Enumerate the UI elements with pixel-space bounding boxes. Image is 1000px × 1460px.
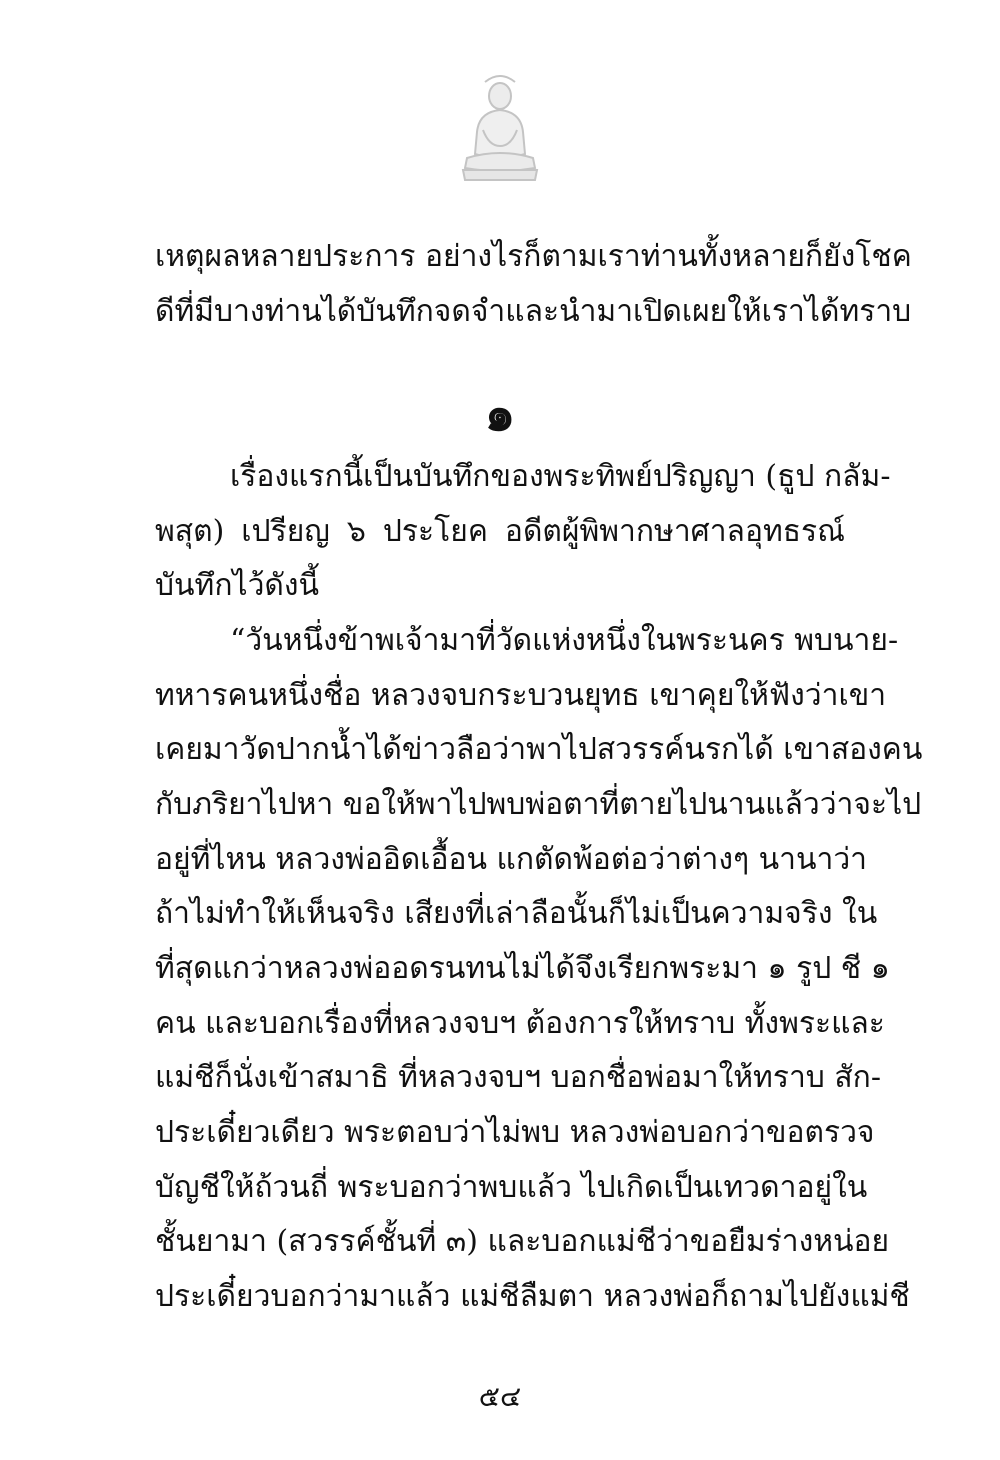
paragraph-line: ประเดี๋ยวเดียว พระตอบว่าไม่พบ หลวงพ่อบอกว่าขอตรวจ xyxy=(155,1115,875,1150)
seated-monk-emblem-icon xyxy=(455,72,545,184)
paragraph-line: ที่สุดแกว่าหลวงพ่ออดรนทนไม่ได้จึงเรียกพระมา ๑ รูป ชี ๑ xyxy=(155,951,890,986)
paragraph-line: ประเดี๋ยวบอกว่ามาแล้ว แม่ชีลืมตา หลวงพ่อก็ถามไปยังแม่ชี xyxy=(155,1279,910,1314)
paragraph-line: ชั้นยามา (สวรรค์ชั้นที่ ๓) และบอกแม่ชีว่าขอยืมร่างหน่อย xyxy=(155,1224,890,1259)
paragraph-line: เคยมาวัดปากน้ำได้ข่าวลือว่าพาไปสวรรค์นรกได้ เขาสองคน xyxy=(155,732,923,767)
paragraph-line: กับภริยาไปหา ขอให้พาไปพบพ่อตาที่ตายไปนานแล้วว่าจะไป xyxy=(155,787,922,822)
paragraph-line: บันทึกไว้ดังนี้ xyxy=(155,568,320,603)
paragraph-line: พสุต) เปรียญ ๖ ประโยค อดีตผู้พิพากษาศาลอุทธรณ์ xyxy=(155,514,845,549)
paragraph-line: บัญชีให้ถ้วนถี่ พระบอกว่าพบแล้ว ไปเกิดเป็นเทวดาอยู่ใน xyxy=(155,1170,868,1205)
intro-line: เหตุผลหลายประการ อย่างไรก็ตามเราท่านทั้งหลายก็ยังโชค xyxy=(155,239,912,274)
paragraph-line: เรื่องแรกนี้เป็นบันทึกของพระทิพย์ปริญญา (ธูป กลัม- xyxy=(230,459,891,494)
paragraph-line: แม่ชีก็นั่งเข้าสมาธิ ที่หลวงจบฯ บอกชื่อพ่อมาให้ทราบ สัก- xyxy=(155,1060,881,1095)
paragraph-line: “วันหนึ่งข้าพเจ้ามาที่วัดแห่งหนึ่งในพระนคร พบนาย- xyxy=(230,623,899,658)
paragraph-line: คน และบอกเรื่องที่หลวงจบฯ ต้องการให้ทราบ ทั้งพระและ xyxy=(155,1006,885,1041)
intro-line: ดีที่มีบางท่านได้บันทึกจดจำและนำมาเปิดเผยให้เราได้ทราบ xyxy=(155,294,912,329)
page-number: ๕๔ xyxy=(478,1380,522,1413)
section-number: ๑ xyxy=(484,386,516,442)
paragraph-line: ถ้าไม่ทำให้เห็นจริง เสียงที่เล่าลือนั้นก็ไม่เป็นความจริง ใน xyxy=(155,896,878,931)
paragraph-line: อยู่ที่ไหน หลวงพ่ออิดเอื้อน แกตัดพ้อต่อว่าต่างๆ นานาว่า xyxy=(155,842,868,877)
paragraph-line: ทหารคนหนึ่งชื่อ หลวงจบกระบวนยุทธ เขาคุยให้ฟังว่าเขา xyxy=(155,678,887,713)
